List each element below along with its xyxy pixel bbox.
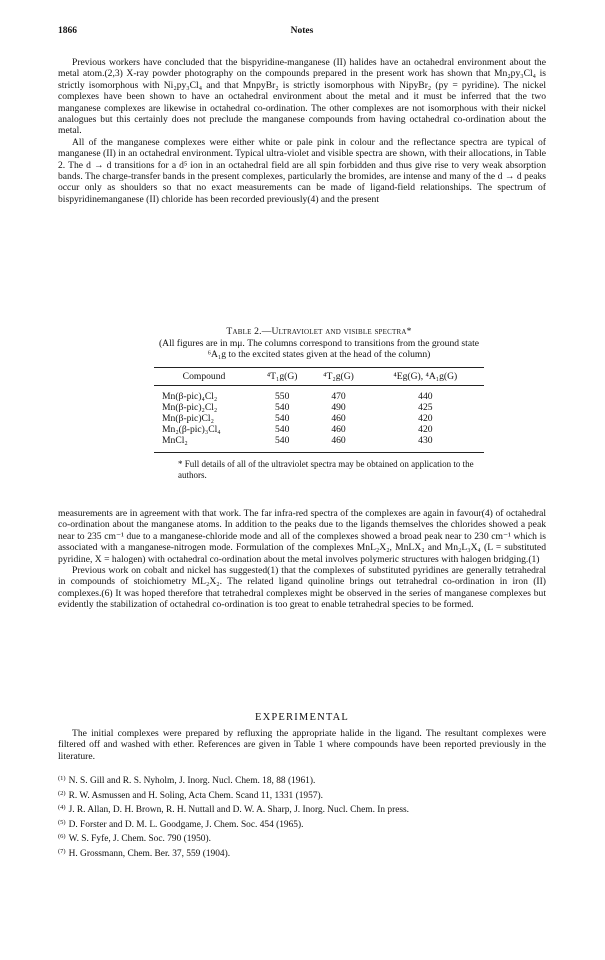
page-number: 1866: [58, 26, 77, 36]
table-cell: 430: [367, 435, 484, 453]
reference-item: [58, 846, 546, 861]
table-title-caps: Ultraviolet and visible spectra*: [271, 326, 412, 337]
table-title: [154, 326, 484, 338]
reference-text: R. W. Asmussen and H. Soling, Acta Chem. Scand 11, 1331 (1957).: [68, 790, 323, 801]
reference-number: (4): [58, 804, 66, 812]
paragraph: Previous workers have concluded that the bispyridine-manganese (II) halides have an octahedral environment about the metal atom.(2,3) X-ray powder photography on the compounds prepared in the present work has shown that Mn₂py₃Cl₄ is strictly isomorphous with Ni₂py₃Cl₄ and that MnpyBr₂ is strictly isomorphous with NipyBr₂ (py = pyridine). The nickel complexes have been shown to have an octahedral environment about the metal and it must be inferred that the two manganese complexes are likewise in octahedral co-ordination. The other complexes are not isomorphous with their nickel analogues but this certainly does not preclude the manganese compounds from having octahedral co-ordination about the metal.: [58, 57, 546, 137]
table-cell: Mn₂(β-pic)₃Cl₄: [162, 423, 221, 435]
table-cell: 440: [418, 390, 433, 402]
reference-text: H. Grossmann, Chem. Ber. 37, 559 (1904).: [68, 848, 231, 859]
reference-item: [58, 773, 546, 788]
table-cell: Mn(β-pic)Cl₂: [162, 412, 214, 424]
column-header: ⁴T₂g(G): [310, 367, 366, 385]
reference-item: [58, 802, 546, 817]
reference-text: J. R. Allan, D. H. Brown, R. H. Nuttall and D. W. A. Sharp, J. Inorg. Nucl. Chem. In press.: [68, 805, 410, 816]
intro-section: [58, 57, 546, 205]
reference-number: (5): [58, 818, 66, 826]
table-cell: 490: [331, 401, 346, 413]
spectra-table-block: [154, 326, 484, 481]
table-cell: 470: [331, 390, 346, 402]
table-cell: Mn(β-pic)₄Cl₂: [162, 390, 218, 402]
table-row: [154, 385, 484, 402]
reference-text: N. S. Gill and R. S. Nyholm, J. Inorg. Nucl. Chem. 18, 88 (1961).: [68, 776, 316, 786]
reference-number: (7): [58, 847, 66, 855]
table-cell: 550: [274, 390, 290, 402]
reference-number: (6): [58, 833, 66, 841]
discussion-section: [58, 508, 546, 611]
references-list: [58, 773, 546, 861]
table-cell: 460: [331, 412, 346, 424]
table-cell: MnCl₂: [154, 435, 254, 453]
table-header-row: [154, 367, 484, 385]
reference-text: W. S. Fyfe, J. Chem. Soc. 790 (1950).: [68, 834, 211, 845]
table-row: [154, 402, 484, 413]
experimental-heading: EXPERIMENTAL: [254, 712, 350, 723]
reference-item: [58, 788, 546, 803]
table-cell: 460: [331, 423, 346, 435]
table-title-prefix: Table 2.—: [226, 326, 272, 337]
paragraph: Previous work on cobalt and nickel has suggested(1) that the complexes of substituted pyridines are generally tetrahedral in compounds of stoichiometry ML₂X₂. The related ligand quinoline brings out tetrahedral co-ordination in iron (II) complexes.(6) It was hoped therefore that tetrahedral complexes might be observed in the series of manganese complexes but evidently the stabilization of octahedral co-ordination is too great to enable tetrahedral species to be formed.: [58, 565, 546, 611]
table-cell: 420: [418, 423, 433, 435]
table-cell: 540: [274, 423, 290, 435]
running-title: Notes: [290, 26, 314, 36]
reference-item: [58, 831, 546, 846]
paragraph: measurements are in agreement with that work. The far infra-red spectra of the complexes are again in favour(4) of octahedral co-ordination about the manganese atoms. In addition to the peaks due to the ligands themselves the chlorides showed a peak near to 235 cm⁻¹ due to a manganese-chloride mode and all of the complexes showed a broad peak near to 230 cm⁻¹ which is associated with a manganese-nitrogen mode. Formulation of the complexes MnL₂X₂, MnLX₂ and Mn₂L₃X₄ (L = substituted pyridine, X = halogen) with octahedral co-ordination about the metal involves polymeric structures with halogen bridging.(1): [58, 508, 546, 565]
table-footnote: * Full details of all of the ultraviolet spectra may be obtained on application to the authors.: [178, 458, 474, 480]
reference-item: [58, 817, 546, 832]
table-cell: 425: [418, 401, 433, 413]
paragraph: The initial complexes were prepared by refluxing the appropriate halide in the ligand. The resultant complexes were filtered off and washed with ether. References are given in Table 1 where compounds have been reported previously in the literature.: [58, 728, 546, 762]
reference-number: (2): [58, 789, 66, 797]
table-row: [154, 435, 484, 453]
table-cell: 420: [418, 412, 433, 424]
table-cell: 540: [274, 412, 290, 424]
page-header: [58, 26, 546, 40]
reference-text: D. Forster and D. M. L. Goodgame, J. Chem. Soc. 454 (1965).: [68, 819, 304, 830]
experimental-section: [58, 728, 546, 762]
table-row: [154, 424, 484, 435]
spectra-table: [154, 367, 484, 453]
table-note: (All figures are in mμ. The columns correspond to transitions from the ground state ⁶A₁g to the excited states given at the head of the column): [158, 338, 480, 361]
paragraph: All of the manganese complexes were either white or pale pink in colour and the reflectance spectra are typical of manganese (II) in an octahedral environment. Typical ultra-violet and visible spectra are shown, with their allocations, in Table 2. The d → d transitions for a d⁵ ion in an octahedral field are all spin forbidden and thus give rise to very weak absorption bands. The charge-transfer bands in the present complexes, particularly the bromides, are intense and many of the d → d peaks occur only as shoulders so that no exact measurements can be made of ligand-field relationships. The spectrum of bispyridinemanganese (II) chloride has been recorded previously(4) and the present: [58, 136, 546, 205]
column-header: ⁴T₁g(G): [254, 367, 310, 385]
table-cell: 540: [274, 401, 290, 413]
reference-number: (1): [58, 775, 66, 782]
table-cell: 540: [254, 435, 310, 453]
table-cell: Mn(β-pic)₂Cl₂: [162, 401, 218, 413]
column-header: Compound: [154, 367, 254, 385]
column-header: ⁴Eg(G), ⁴A₁g(G): [367, 367, 484, 385]
table-row: [154, 413, 484, 424]
table-cell: 460: [310, 435, 366, 453]
